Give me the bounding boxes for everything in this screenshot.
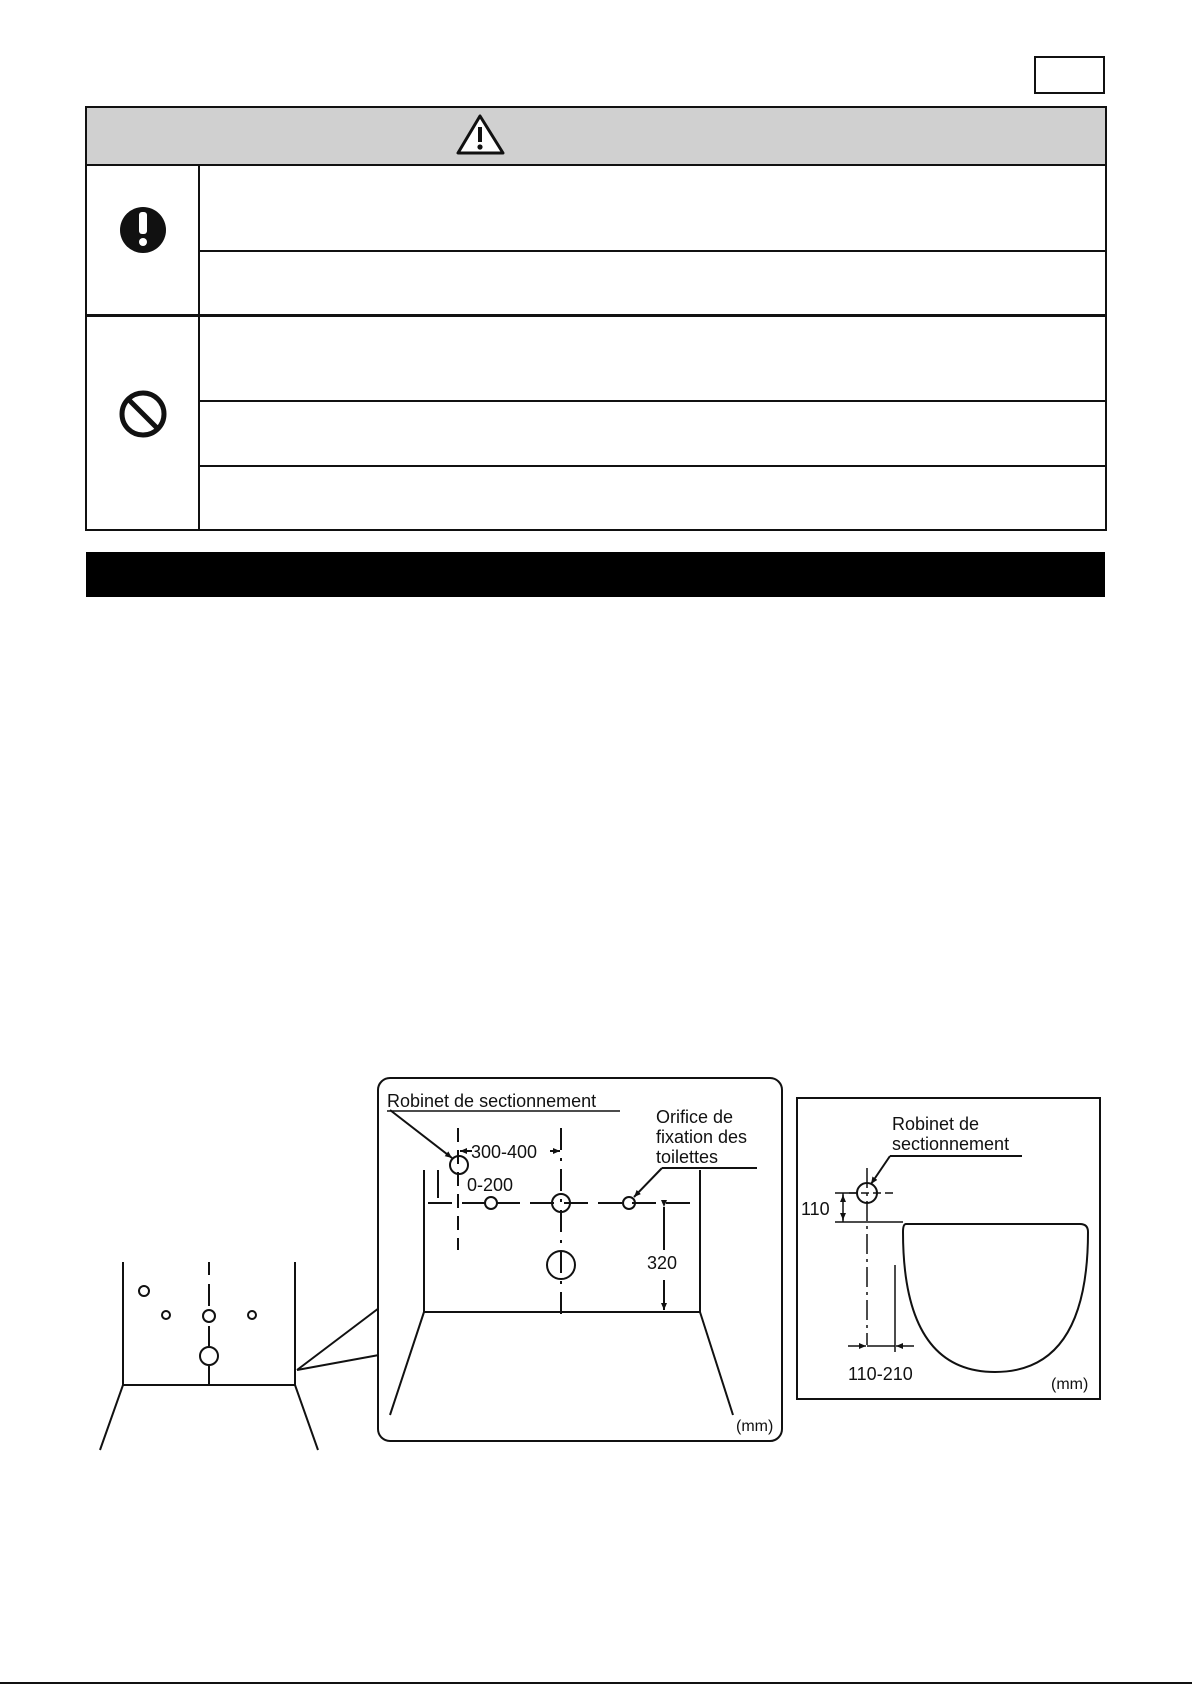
top-view-dim-horizontal: 110-210 bbox=[848, 1364, 913, 1384]
top-view-unit-label: (mm) bbox=[1051, 1376, 1089, 1393]
zoom-fixing-hole-label-line-3: toilettes bbox=[656, 1147, 719, 1167]
zoom-dim-height: 320 bbox=[647, 1253, 678, 1273]
top-view-dim-vertical: 110 bbox=[801, 1199, 830, 1219]
mandatory-group bbox=[86, 165, 1106, 315]
section-header-bar bbox=[86, 552, 1105, 597]
zoom-fixing-hole-label-line-1: Orifice de bbox=[656, 1107, 734, 1127]
warning-table bbox=[86, 107, 1106, 530]
warning-header bbox=[86, 107, 1106, 165]
page-tag bbox=[1035, 57, 1104, 93]
callout-pointer bbox=[297, 1308, 379, 1370]
mandatory-exclamation-icon bbox=[120, 207, 166, 253]
prohibited-group bbox=[86, 316, 1106, 530]
zoom-dim-vertical: 0-200 bbox=[467, 1175, 514, 1195]
top-view-valve-label-line-2: sectionnement bbox=[892, 1134, 1010, 1154]
zoom-callout bbox=[378, 1078, 782, 1441]
zoom-dim-horizontal: 300-400 bbox=[471, 1142, 538, 1162]
top-view-figure bbox=[797, 1098, 1100, 1399]
top-view-valve-label-line-1: Robinet de bbox=[892, 1114, 980, 1134]
wall-perspective-small bbox=[100, 1262, 318, 1450]
zoom-unit-label: (mm) bbox=[736, 1418, 774, 1435]
zoom-fixing-hole-label-line-2: fixation des bbox=[656, 1127, 748, 1147]
zoom-valve-label: Robinet de sectionnement bbox=[387, 1091, 597, 1111]
prohibited-circle-icon bbox=[122, 393, 164, 435]
